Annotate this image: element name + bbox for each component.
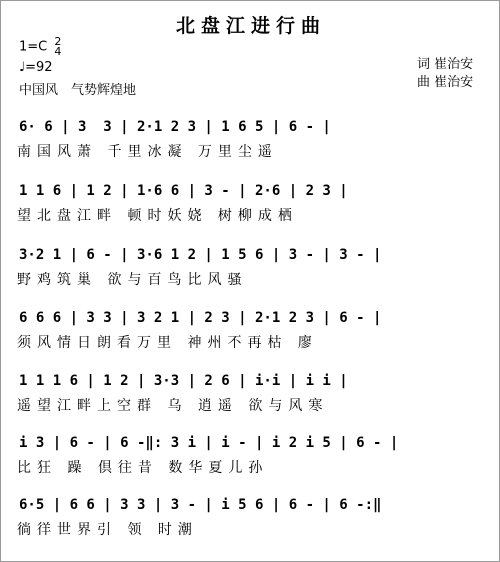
key-and-meter bbox=[19, 37, 61, 57]
lyrics-line-1: 南国风萧 千里冰凝 万里尘遥 bbox=[17, 144, 278, 160]
notation-line-6: i 3 | 6 - | 6 -‖: 3 i | i - | i 2 i 5 | 6 - | bbox=[19, 435, 399, 451]
composer-credit: 曲 崔治安 bbox=[417, 75, 474, 90]
time-signature-bottom: 4 bbox=[54, 45, 62, 58]
lyrics-line-6: 比狂 躁 倶往昔 数华夏儿孙 bbox=[17, 460, 269, 476]
score-line-2 bbox=[15, 183, 485, 235]
notation-line-3: 3·2 1 | 6 - | 3·6 1 2 | 1 5 6 | 3 - | 3 - | bbox=[19, 247, 382, 263]
notation-line-4: 6 6 6 | 3 3 | 3 2 1 | 2 3 | 2·1 2 3 | 6 - | bbox=[19, 310, 382, 326]
score-line-7 bbox=[15, 497, 485, 549]
lyrics-line-7: 徜徉世界引 领 时潮 bbox=[17, 522, 198, 538]
key-signature: 1=C bbox=[19, 39, 48, 55]
lyrics-line-3: 野鸡筑巢 欲与百鸟比风骚 bbox=[17, 272, 248, 288]
lyricist-credit: 词 崔治安 bbox=[417, 57, 474, 72]
notation-line-7: 6·5 | 6 6 | 3 3 | 3 - | i 5 6 | 6 - | 6 -:‖ bbox=[19, 497, 382, 513]
score-line-4 bbox=[15, 310, 485, 362]
notation-line-5: 1 1 1 6 | 1 2 | 3·3 | 2 6 | i·i | i i | bbox=[19, 373, 348, 389]
song-title: 北盘江进行曲 bbox=[175, 15, 326, 37]
score-line-1 bbox=[15, 119, 485, 171]
time-signature bbox=[54, 37, 61, 57]
tempo-marking: ♩=92 bbox=[19, 60, 53, 75]
score-line-6 bbox=[15, 435, 485, 487]
score-line-3 bbox=[15, 247, 485, 299]
score-line-5 bbox=[15, 373, 485, 425]
style-marking: 中国风 气势辉煌地 bbox=[19, 83, 137, 98]
lyrics-line-5: 遥望江畔上空群 乌 逍遥 欲与风寒 bbox=[17, 398, 329, 414]
notation-line-1: 6· 6 | 3 3 | 2·1 2 3 | 1 6 5 | 6 - | bbox=[19, 119, 331, 135]
lyrics-line-2: 望北盘江畔 顿时妖娆 树柳成栖 bbox=[17, 208, 298, 224]
time-signature-top: 2 bbox=[54, 35, 62, 48]
notation-line-2: 1 1 6 | 1 2 | 1·6 6 | 3 - | 2·6 | 2 3 | bbox=[19, 183, 348, 199]
lyrics-line-4: 须风情日朗看万里 神州不再枯 廖 bbox=[17, 335, 318, 351]
